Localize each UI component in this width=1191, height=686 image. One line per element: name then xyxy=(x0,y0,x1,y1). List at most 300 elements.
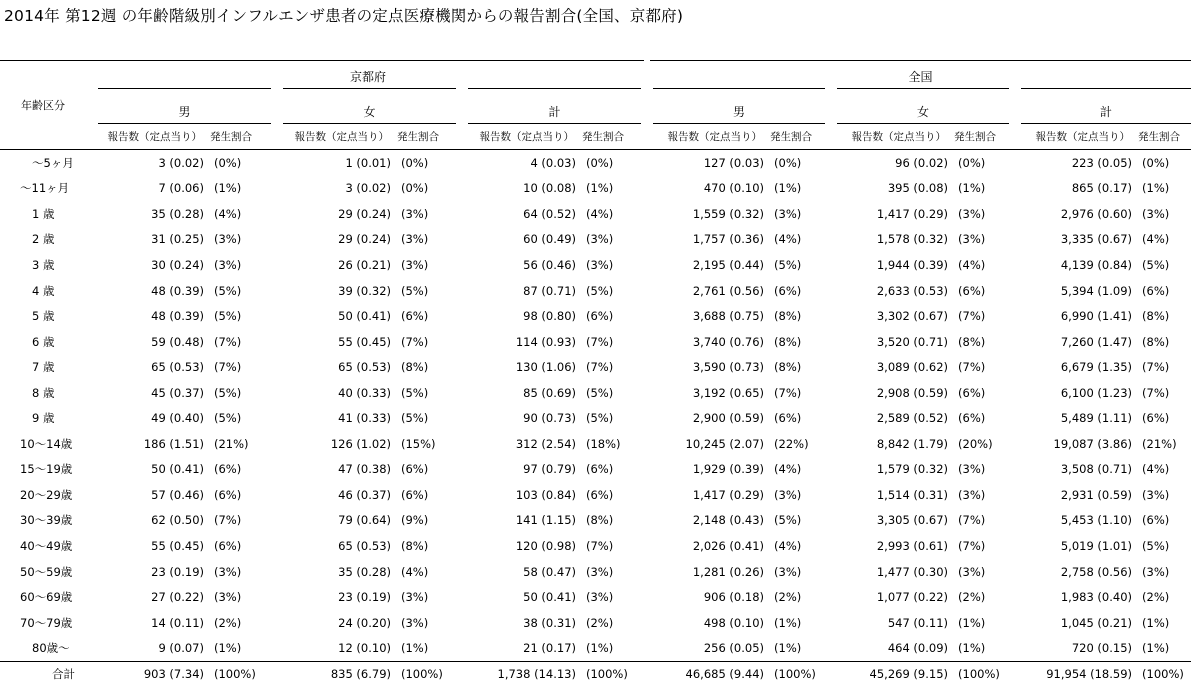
kyoto-total-count: 87 (0.71) xyxy=(523,283,576,298)
header-kyoto-total: 計 xyxy=(462,89,647,124)
national-total-rate: (0%) xyxy=(1142,155,1170,170)
kyoto-male-count: 48 (0.39) xyxy=(151,309,204,324)
kyoto-male-count: 27 (0.22) xyxy=(151,590,204,605)
kyoto-male-rate: (3%) xyxy=(214,257,242,272)
table-row xyxy=(0,227,1191,253)
national-total-count: 6,679 (1.35) xyxy=(1060,360,1133,375)
kyoto-male-count: 23 (0.19) xyxy=(151,564,204,579)
national-male-count: 1,757 (0.36) xyxy=(692,232,765,247)
kyoto-total-rate: (6%) xyxy=(586,462,614,477)
national-total-rate: (6%) xyxy=(1142,411,1170,426)
national-female-count: 3,089 (0.62) xyxy=(876,360,949,375)
national-female-rate: (1%) xyxy=(958,641,986,656)
kyoto-female-count: 47 (0.38) xyxy=(338,462,391,477)
header-national-female: 女 xyxy=(831,89,1015,124)
national-total-rate: (1%) xyxy=(1142,641,1170,656)
kyoto-female-rate: (5%) xyxy=(401,411,429,426)
table-row xyxy=(0,584,1191,610)
kyoto-total-count: 10 (0.08) xyxy=(523,181,576,196)
kyoto-male-rate: (6%) xyxy=(214,462,242,477)
national-total-count: 6,100 (1.23) xyxy=(1060,385,1133,400)
national-total-rate: (6%) xyxy=(1142,283,1170,298)
kyoto-total-count: 120 (0.98) xyxy=(515,538,576,553)
header-row-sex xyxy=(0,89,1191,124)
national-female-count: 1,477 (0.30) xyxy=(876,564,949,579)
table-row xyxy=(0,303,1191,329)
age-category: 3 歳 xyxy=(32,257,55,272)
national-total-count: 5,394 (1.09) xyxy=(1060,283,1133,298)
national-female-count: 395 (0.08) xyxy=(887,181,949,196)
kyoto-male-rate: (3%) xyxy=(214,232,242,247)
table-row xyxy=(0,405,1191,431)
total-row xyxy=(0,661,1191,686)
kyoto-total-count: 56 (0.46) xyxy=(523,257,576,272)
age-category: 80歳〜 xyxy=(32,641,70,656)
total-national-female-count: 45,269 (9.15) xyxy=(831,661,948,686)
header-row-metrics xyxy=(0,124,1191,150)
total-row-label: 合計 xyxy=(0,661,92,686)
kyoto-total-rate: (4%) xyxy=(586,206,614,221)
header-count: 報告数（定点当り） xyxy=(92,124,204,150)
national-total-count: 4,139 (0.84) xyxy=(1060,257,1133,272)
national-female-rate: (7%) xyxy=(958,309,986,324)
kyoto-female-rate: (6%) xyxy=(401,462,429,477)
national-male-rate: (4%) xyxy=(774,538,802,553)
national-female-rate: (7%) xyxy=(958,513,986,528)
national-female-count: 3,302 (0.67) xyxy=(876,309,949,324)
national-female-rate: (2%) xyxy=(958,590,986,605)
kyoto-female-count: 1 (0.01) xyxy=(345,155,391,170)
kyoto-female-count: 23 (0.19) xyxy=(338,590,391,605)
kyoto-total-count: 38 (0.31) xyxy=(523,615,576,630)
header-count: 報告数（定点当り） xyxy=(831,124,948,150)
national-male-count: 906 (0.18) xyxy=(703,590,765,605)
table-row xyxy=(0,559,1191,585)
table-row xyxy=(0,610,1191,636)
age-category: 7 歳 xyxy=(32,360,55,375)
national-female-count: 3,305 (0.67) xyxy=(876,513,949,528)
national-total-count: 7,260 (1.47) xyxy=(1060,334,1133,349)
kyoto-total-rate: (5%) xyxy=(586,283,614,298)
table-row xyxy=(0,508,1191,534)
kyoto-female-rate: (0%) xyxy=(401,155,429,170)
kyoto-male-count: 9 (0.07) xyxy=(158,641,204,656)
kyoto-male-rate: (2%) xyxy=(214,615,242,630)
kyoto-female-rate: (3%) xyxy=(401,206,429,221)
kyoto-male-count: 48 (0.39) xyxy=(151,283,204,298)
total-national-female-rate: (100%) xyxy=(948,661,1015,686)
age-category: 70〜79歳 xyxy=(20,615,73,630)
header-rate: 発生割合 xyxy=(1132,124,1191,150)
kyoto-female-count: 39 (0.32) xyxy=(338,283,391,298)
influenza-report-table xyxy=(0,60,1191,686)
age-category: 4 歳 xyxy=(32,283,55,298)
national-female-rate: (6%) xyxy=(958,385,986,400)
age-category: 20〜29歳 xyxy=(20,487,73,502)
national-total-count: 19,087 (3.86) xyxy=(1053,436,1133,451)
national-total-rate: (4%) xyxy=(1142,232,1170,247)
kyoto-female-count: 3 (0.02) xyxy=(345,181,391,196)
national-total-rate: (8%) xyxy=(1142,309,1170,324)
header-region-kyoto: 京都府 xyxy=(92,61,647,89)
total-national-total-count: 91,954 (18.59) xyxy=(1015,661,1132,686)
kyoto-female-rate: (6%) xyxy=(401,487,429,502)
kyoto-female-rate: (6%) xyxy=(401,309,429,324)
header-age-column: 年齢区分 xyxy=(21,98,65,112)
kyoto-total-count: 114 (0.93) xyxy=(515,334,576,349)
kyoto-female-rate: (7%) xyxy=(401,334,429,349)
age-category: 10〜14歳 xyxy=(20,436,73,451)
kyoto-male-rate: (0%) xyxy=(214,155,242,170)
kyoto-total-count: 141 (1.15) xyxy=(515,513,576,528)
national-total-rate: (6%) xyxy=(1142,513,1170,528)
national-female-count: 1,944 (0.39) xyxy=(876,257,949,272)
national-male-count: 1,929 (0.39) xyxy=(692,462,765,477)
kyoto-male-count: 14 (0.11) xyxy=(151,615,204,630)
national-female-count: 96 (0.02) xyxy=(895,155,949,170)
table-row xyxy=(0,482,1191,508)
kyoto-total-count: 103 (0.84) xyxy=(515,487,576,502)
kyoto-male-rate: (5%) xyxy=(214,385,242,400)
kyoto-total-count: 97 (0.79) xyxy=(523,462,576,477)
national-female-rate: (3%) xyxy=(958,232,986,247)
kyoto-total-rate: (3%) xyxy=(586,590,614,605)
national-total-count: 2,758 (0.56) xyxy=(1060,564,1133,579)
national-total-rate: (3%) xyxy=(1142,564,1170,579)
national-male-rate: (3%) xyxy=(774,206,802,221)
national-total-count: 865 (0.17) xyxy=(1071,181,1133,196)
age-category: 30〜39歳 xyxy=(20,513,73,528)
national-male-count: 2,148 (0.43) xyxy=(692,513,765,528)
national-male-count: 3,192 (0.65) xyxy=(692,385,765,400)
national-female-rate: (7%) xyxy=(958,538,986,553)
kyoto-female-rate: (0%) xyxy=(401,181,429,196)
kyoto-female-rate: (5%) xyxy=(401,283,429,298)
kyoto-female-count: 41 (0.33) xyxy=(338,411,391,426)
age-category: 6 歳 xyxy=(32,334,55,349)
kyoto-female-rate: (9%) xyxy=(401,513,429,528)
national-male-count: 470 (0.10) xyxy=(703,181,765,196)
total-kyoto-total-count: 1,738 (14.13) xyxy=(462,661,576,686)
national-total-count: 1,045 (0.21) xyxy=(1060,615,1133,630)
kyoto-female-rate: (8%) xyxy=(401,538,429,553)
national-male-rate: (4%) xyxy=(774,232,802,247)
table-row xyxy=(0,380,1191,406)
kyoto-male-count: 30 (0.24) xyxy=(151,257,204,272)
national-total-rate: (8%) xyxy=(1142,334,1170,349)
kyoto-male-rate: (5%) xyxy=(214,283,242,298)
table-row xyxy=(0,176,1191,202)
national-male-count: 2,761 (0.56) xyxy=(692,283,765,298)
kyoto-male-count: 45 (0.37) xyxy=(151,385,204,400)
kyoto-female-count: 40 (0.33) xyxy=(338,385,391,400)
kyoto-male-count: 186 (1.51) xyxy=(143,436,204,451)
national-female-count: 1,579 (0.32) xyxy=(876,462,949,477)
age-category: 5 歳 xyxy=(32,309,55,324)
age-category: 40〜49歳 xyxy=(20,538,73,553)
total-national-male-rate: (100%) xyxy=(764,661,831,686)
national-total-rate: (3%) xyxy=(1142,206,1170,221)
header-kyoto-male: 男 xyxy=(92,89,277,124)
kyoto-total-rate: (2%) xyxy=(586,615,614,630)
kyoto-male-rate: (4%) xyxy=(214,206,242,221)
national-male-rate: (7%) xyxy=(774,385,802,400)
kyoto-female-count: 126 (1.02) xyxy=(330,436,391,451)
national-male-rate: (0%) xyxy=(774,155,802,170)
national-female-count: 1,417 (0.29) xyxy=(876,206,949,221)
national-female-count: 1,578 (0.32) xyxy=(876,232,949,247)
kyoto-female-rate: (3%) xyxy=(401,232,429,247)
national-male-count: 3,688 (0.75) xyxy=(692,309,765,324)
national-female-rate: (6%) xyxy=(958,283,986,298)
national-male-rate: (1%) xyxy=(774,615,802,630)
header-metric-spacer xyxy=(0,124,92,150)
national-total-rate: (7%) xyxy=(1142,360,1170,375)
national-female-rate: (1%) xyxy=(958,615,986,630)
header-rate: 発生割合 xyxy=(576,124,647,150)
national-female-rate: (1%) xyxy=(958,181,986,196)
table-row xyxy=(0,329,1191,355)
total-kyoto-female-rate: (100%) xyxy=(391,661,462,686)
age-category: 1 歳 xyxy=(32,206,55,221)
total-kyoto-total-rate: (100%) xyxy=(576,661,647,686)
national-total-rate: (5%) xyxy=(1142,538,1170,553)
age-category: 50〜59歳 xyxy=(20,564,73,579)
kyoto-total-rate: (8%) xyxy=(586,513,614,528)
kyoto-total-rate: (3%) xyxy=(586,257,614,272)
kyoto-total-rate: (6%) xyxy=(586,487,614,502)
national-male-count: 3,590 (0.73) xyxy=(692,360,765,375)
kyoto-male-count: 49 (0.40) xyxy=(151,411,204,426)
kyoto-total-rate: (3%) xyxy=(586,564,614,579)
kyoto-total-rate: (3%) xyxy=(586,232,614,247)
kyoto-male-rate: (1%) xyxy=(214,181,242,196)
national-female-count: 2,589 (0.52) xyxy=(876,411,949,426)
national-male-count: 498 (0.10) xyxy=(703,615,765,630)
national-male-count: 1,281 (0.26) xyxy=(692,564,765,579)
kyoto-female-count: 65 (0.53) xyxy=(338,360,391,375)
national-female-rate: (3%) xyxy=(958,564,986,579)
national-male-rate: (1%) xyxy=(774,181,802,196)
national-total-count: 5,489 (1.11) xyxy=(1060,411,1133,426)
header-rate: 発生割合 xyxy=(391,124,462,150)
national-male-count: 2,195 (0.44) xyxy=(692,257,765,272)
header-rate: 発生割合 xyxy=(764,124,831,150)
national-female-count: 2,633 (0.53) xyxy=(876,283,949,298)
kyoto-total-rate: (5%) xyxy=(586,385,614,400)
national-male-rate: (6%) xyxy=(774,411,802,426)
national-male-count: 127 (0.03) xyxy=(703,155,765,170)
age-category: 8 歳 xyxy=(32,385,55,400)
kyoto-male-count: 57 (0.46) xyxy=(151,487,204,502)
total-kyoto-female-count: 835 (6.79) xyxy=(277,661,391,686)
kyoto-female-rate: (5%) xyxy=(401,385,429,400)
table-row xyxy=(0,150,1191,176)
kyoto-female-rate: (15%) xyxy=(401,436,436,451)
national-male-rate: (6%) xyxy=(774,283,802,298)
kyoto-total-count: 98 (0.80) xyxy=(523,309,576,324)
kyoto-total-count: 50 (0.41) xyxy=(523,590,576,605)
kyoto-male-count: 50 (0.41) xyxy=(151,462,204,477)
header-national-male: 男 xyxy=(647,89,831,124)
table-row xyxy=(0,278,1191,304)
kyoto-female-count: 55 (0.45) xyxy=(338,334,391,349)
national-female-count: 3,520 (0.71) xyxy=(876,334,949,349)
kyoto-male-rate: (5%) xyxy=(214,411,242,426)
kyoto-female-rate: (8%) xyxy=(401,360,429,375)
kyoto-total-count: 58 (0.47) xyxy=(523,564,576,579)
table-row xyxy=(0,431,1191,457)
kyoto-male-count: 65 (0.53) xyxy=(151,360,204,375)
national-total-count: 2,976 (0.60) xyxy=(1060,206,1133,221)
kyoto-female-rate: (1%) xyxy=(401,641,429,656)
age-category: 9 歳 xyxy=(32,411,55,426)
kyoto-male-count: 59 (0.48) xyxy=(151,334,204,349)
header-region-national: 全国 xyxy=(647,61,1191,89)
national-male-rate: (3%) xyxy=(774,487,802,502)
kyoto-total-count: 4 (0.03) xyxy=(530,155,576,170)
table-row xyxy=(0,635,1191,661)
kyoto-male-count: 7 (0.06) xyxy=(158,181,204,196)
national-female-count: 1,077 (0.22) xyxy=(876,590,949,605)
national-female-count: 547 (0.11) xyxy=(887,615,949,630)
national-total-rate: (1%) xyxy=(1142,181,1170,196)
national-female-rate: (0%) xyxy=(958,155,986,170)
national-male-count: 3,740 (0.76) xyxy=(692,334,765,349)
national-male-rate: (3%) xyxy=(774,564,802,579)
kyoto-female-count: 46 (0.37) xyxy=(338,487,391,502)
kyoto-male-rate: (7%) xyxy=(214,334,242,349)
national-total-count: 5,453 (1.10) xyxy=(1060,513,1133,528)
total-kyoto-male-rate: (100%) xyxy=(204,661,277,686)
kyoto-total-rate: (7%) xyxy=(586,538,614,553)
table-row xyxy=(0,354,1191,380)
header-rate: 発生割合 xyxy=(948,124,1015,150)
national-total-count: 3,508 (0.71) xyxy=(1060,462,1133,477)
kyoto-male-rate: (7%) xyxy=(214,360,242,375)
kyoto-female-count: 29 (0.24) xyxy=(338,232,391,247)
kyoto-total-rate: (7%) xyxy=(586,360,614,375)
kyoto-total-count: 64 (0.52) xyxy=(523,206,576,221)
age-category: 60〜69歳 xyxy=(20,590,73,605)
header-national-total: 計 xyxy=(1015,89,1191,124)
total-kyoto-male-count: 903 (7.34) xyxy=(92,661,204,686)
national-female-count: 1,514 (0.31) xyxy=(876,487,949,502)
kyoto-male-rate: (1%) xyxy=(214,641,242,656)
national-female-rate: (3%) xyxy=(958,206,986,221)
national-male-rate: (5%) xyxy=(774,257,802,272)
national-total-rate: (21%) xyxy=(1142,436,1177,451)
national-female-rate: (8%) xyxy=(958,334,986,349)
national-total-count: 2,931 (0.59) xyxy=(1060,487,1133,502)
kyoto-male-count: 3 (0.02) xyxy=(158,155,204,170)
kyoto-female-count: 35 (0.28) xyxy=(338,564,391,579)
national-female-count: 464 (0.09) xyxy=(887,641,949,656)
kyoto-male-rate: (6%) xyxy=(214,487,242,502)
national-female-rate: (3%) xyxy=(958,487,986,502)
header-count: 報告数（定点当り） xyxy=(647,124,764,150)
kyoto-female-count: 26 (0.21) xyxy=(338,257,391,272)
kyoto-female-rate: (4%) xyxy=(401,564,429,579)
kyoto-total-rate: (5%) xyxy=(586,411,614,426)
kyoto-female-rate: (3%) xyxy=(401,257,429,272)
national-female-count: 2,908 (0.59) xyxy=(876,385,949,400)
kyoto-male-rate: (6%) xyxy=(214,538,242,553)
table-row xyxy=(0,201,1191,227)
national-male-rate: (8%) xyxy=(774,309,802,324)
national-female-count: 2,993 (0.61) xyxy=(876,538,949,553)
national-male-rate: (2%) xyxy=(774,590,802,605)
kyoto-male-rate: (3%) xyxy=(214,564,242,579)
table-row xyxy=(0,252,1191,278)
total-national-male-count: 46,685 (9.44) xyxy=(647,661,764,686)
header-count: 報告数（定点当り） xyxy=(1015,124,1132,150)
header-spacer xyxy=(0,61,92,89)
kyoto-male-rate: (21%) xyxy=(214,436,249,451)
kyoto-male-rate: (3%) xyxy=(214,590,242,605)
kyoto-total-count: 130 (1.06) xyxy=(515,360,576,375)
national-female-rate: (6%) xyxy=(958,411,986,426)
total-national-total-rate: (100%) xyxy=(1132,661,1191,686)
kyoto-female-count: 24 (0.20) xyxy=(338,615,391,630)
kyoto-total-rate: (1%) xyxy=(586,181,614,196)
national-male-count: 1,559 (0.32) xyxy=(692,206,765,221)
national-female-rate: (20%) xyxy=(958,436,993,451)
age-category: 2 歳 xyxy=(32,232,55,247)
national-male-count: 10,245 (2.07) xyxy=(685,436,765,451)
national-female-rate: (4%) xyxy=(958,257,986,272)
kyoto-female-rate: (3%) xyxy=(401,615,429,630)
header-count: 報告数（定点当り） xyxy=(462,124,576,150)
kyoto-total-count: 21 (0.17) xyxy=(523,641,576,656)
national-male-count: 1,417 (0.29) xyxy=(692,487,765,502)
age-category: 〜11ヶ月 xyxy=(20,181,70,196)
kyoto-male-rate: (5%) xyxy=(214,309,242,324)
national-female-rate: (7%) xyxy=(958,360,986,375)
national-male-count: 2,026 (0.41) xyxy=(692,538,765,553)
kyoto-female-count: 65 (0.53) xyxy=(338,538,391,553)
age-category: 〜5ヶ月 xyxy=(32,155,74,170)
kyoto-female-count: 12 (0.10) xyxy=(338,641,391,656)
header-rate: 発生割合 xyxy=(204,124,277,150)
national-total-count: 6,990 (1.41) xyxy=(1060,309,1133,324)
national-male-rate: (5%) xyxy=(774,513,802,528)
table-body xyxy=(0,150,1191,662)
kyoto-male-count: 35 (0.28) xyxy=(151,206,204,221)
national-male-count: 256 (0.05) xyxy=(703,641,765,656)
national-total-rate: (2%) xyxy=(1142,590,1170,605)
kyoto-male-rate: (7%) xyxy=(214,513,242,528)
kyoto-total-rate: (6%) xyxy=(586,309,614,324)
national-total-rate: (3%) xyxy=(1142,487,1170,502)
national-male-rate: (8%) xyxy=(774,360,802,375)
age-category: 15〜19歳 xyxy=(20,462,73,477)
national-total-rate: (4%) xyxy=(1142,462,1170,477)
kyoto-total-rate: (7%) xyxy=(586,334,614,349)
kyoto-total-count: 60 (0.49) xyxy=(523,232,576,247)
national-total-count: 3,335 (0.67) xyxy=(1060,232,1133,247)
national-total-count: 5,019 (1.01) xyxy=(1060,538,1133,553)
kyoto-female-rate: (3%) xyxy=(401,590,429,605)
national-total-count: 1,983 (0.40) xyxy=(1060,590,1133,605)
table-row xyxy=(0,533,1191,559)
national-male-rate: (22%) xyxy=(774,436,809,451)
kyoto-total-rate: (18%) xyxy=(586,436,621,451)
kyoto-female-count: 29 (0.24) xyxy=(338,206,391,221)
kyoto-female-count: 79 (0.64) xyxy=(338,513,391,528)
national-total-count: 223 (0.05) xyxy=(1071,155,1133,170)
kyoto-total-rate: (1%) xyxy=(586,641,614,656)
